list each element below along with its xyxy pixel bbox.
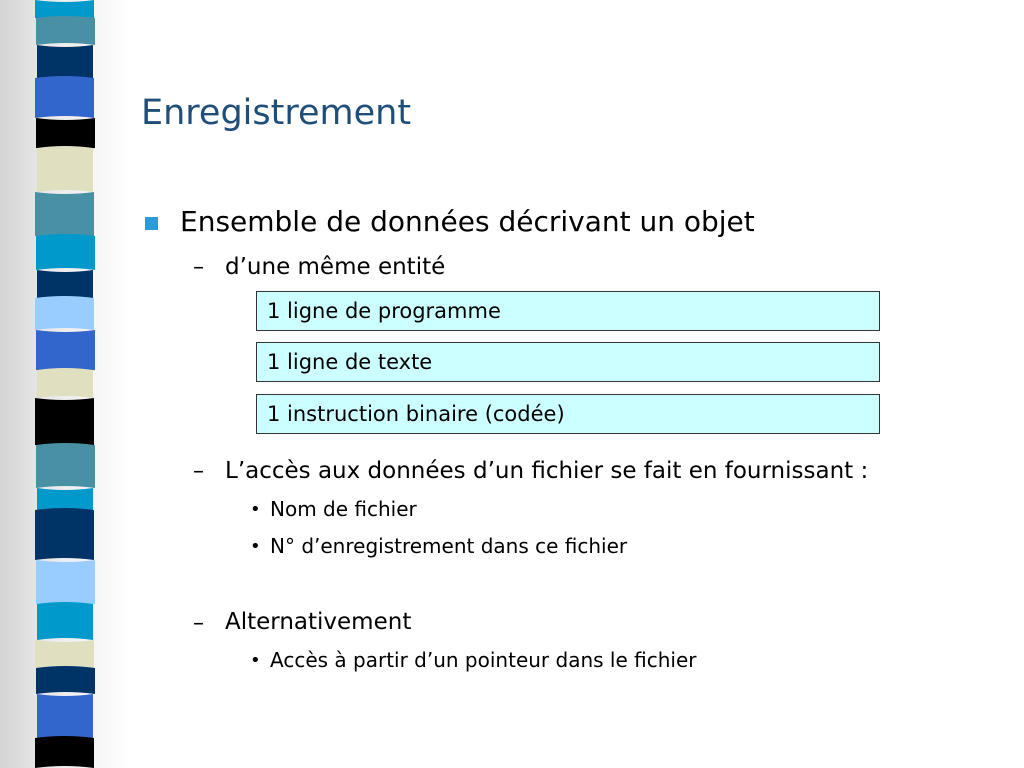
record-box-text-line: 1 ligne de texte <box>256 342 880 382</box>
decorative-stripe-segment <box>36 443 95 488</box>
decorative-stripe-segment <box>35 296 94 330</box>
sub-bullet-alternatively: Alternativement <box>225 609 412 635</box>
decorative-stripe-segment <box>36 666 95 694</box>
decorative-stripe-segment <box>36 330 95 372</box>
decorative-stripe-banner <box>0 0 130 768</box>
decorative-stripe-segment <box>35 398 94 447</box>
decorative-stripe-segment <box>37 368 93 398</box>
record-box-program-line: 1 ligne de programme <box>256 291 880 331</box>
sub-bullet-access: L’accès aux données d’un fichier se fait en fournissant : <box>225 458 869 484</box>
decorative-stripe-segment <box>35 192 94 238</box>
decorative-stripe-segment <box>35 640 94 670</box>
decorative-stripe-segment <box>35 76 94 118</box>
sub-bullet-entity: d’une même entité <box>225 254 446 280</box>
dash-bullet-icon: – <box>193 611 204 636</box>
decorative-stripe-segment <box>37 146 93 192</box>
decorative-stripe-segment <box>36 118 95 150</box>
list-item-record-number: N° d’enregistrement dans ce fichier <box>270 534 628 558</box>
square-bullet-icon <box>145 217 158 230</box>
decorative-stripe-segment <box>37 45 93 80</box>
decorative-stripe-segment <box>37 270 93 300</box>
main-bullet-text: Ensemble de données décrivant un objet <box>180 205 755 238</box>
record-box-binary-instruction: 1 instruction binaire (codée) <box>256 394 880 434</box>
slide-title: Enregistrement <box>141 93 412 133</box>
dot-bullet-icon: • <box>250 499 261 520</box>
decorative-stripe-segment <box>36 234 95 270</box>
list-item-pointer: Accès à partir d’un pointeur dans le fichier <box>270 648 697 672</box>
dash-bullet-icon: – <box>193 255 204 280</box>
decorative-stripe-segment <box>35 508 94 560</box>
list-item-file-name: Nom de fichier <box>270 497 417 521</box>
dot-bullet-icon: • <box>250 650 261 671</box>
decorative-stripe-segment <box>36 560 95 606</box>
decorative-stripe-segment <box>35 736 94 768</box>
dot-bullet-icon: • <box>250 536 261 557</box>
decorative-stripe-segment <box>37 694 93 740</box>
decorative-stripe-segment <box>37 602 93 640</box>
dash-bullet-icon: – <box>193 459 204 484</box>
decorative-stripe-segment <box>36 16 95 45</box>
